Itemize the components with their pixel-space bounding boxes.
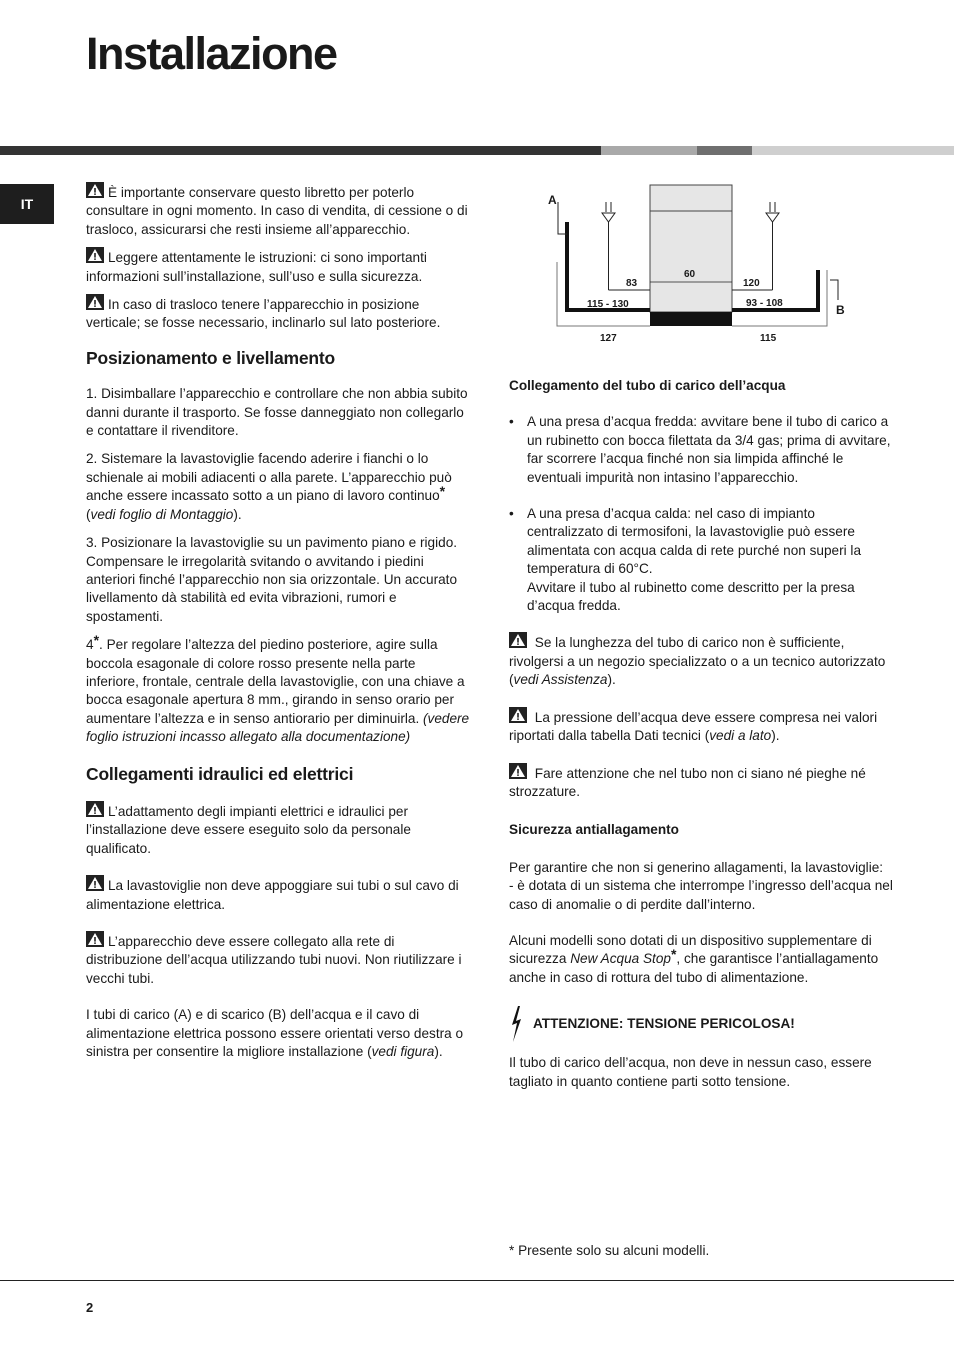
- hoses-ref: vedi figura: [371, 1044, 435, 1060]
- label-a: A: [548, 193, 557, 207]
- intro-text-1: È importante conservare questo libretto per poterlo consultare in ogni momento. In caso di vendita, di cessione o di trasloco, assicurarsi che resti insieme all’apparecchio.: [86, 185, 468, 237]
- intro-text-3: In caso di trasloco tenere l’apparecchio in posizione verticale; se fosse necessario, inclinarlo sul lato posteriore.: [86, 297, 441, 331]
- warning-text-4: Se la lunghezza del tubo di carico non è sufficiente, rivolgersi a un negozio specializzato o a un tecnico autorizzato: [509, 635, 886, 669]
- warning-triangle-icon: [86, 294, 104, 310]
- section-heading-connections: Collegamenti idraulici ed elettrici: [86, 763, 354, 784]
- warning-triangle-icon: [86, 875, 104, 891]
- warning-text-6: Fare attenzione che nel tubo non ci siano né pieghe né strozzature.: [509, 765, 866, 799]
- safety-paragraph-2: [509, 932, 893, 987]
- warning-paragraph: [509, 763, 893, 802]
- warning-triangle-icon: [509, 763, 527, 779]
- warning-4-ref: vedi Assistenza: [513, 672, 608, 688]
- warning-triangle-icon: [509, 632, 527, 648]
- footnote-marker: *: [439, 483, 446, 500]
- safety-text-1b: - è dotata di un sistema che interrompe l’ingresso dell’acqua nel caso di anomalie o di perdite dall’interno.: [509, 878, 893, 912]
- step-2-ref: vedi foglio di Montaggio: [90, 506, 234, 522]
- warning-text-1: L’adattamento degli impianti elettrici e idraulici per l’installazione deve essere eseguito solo da personale qualificato.: [86, 803, 411, 856]
- safety-text-2a: Alcuni modelli sono dotati di un dispositivo supplementare di sicurezza: [509, 932, 872, 967]
- header-bar-mid: [601, 146, 697, 155]
- warning-paragraph: La pressione dell’acqua deve essere compresa nei valori riportati dalla tabella Dati tecnici (vedi a lato).: [509, 707, 893, 746]
- footnote-marker: *: [670, 946, 677, 963]
- dimension-93-108: 93 - 108: [746, 298, 783, 309]
- step-2: 2. Sistemare la lavastoviglie facendo aderire i fianchi o lo schienale ai mobili adiacenti o alla parete. L’apparecchio può anche essere incassato sotto a un piano di lavoro continuo* (vedi foglio di Montaggio).: [86, 451, 452, 522]
- water-connection-list: [509, 413, 893, 615]
- right-column: [509, 377, 893, 1091]
- intro-paragraph: [86, 294, 471, 333]
- warning-paragraph: [86, 931, 471, 988]
- water-connection-heading: Collegamento del tubo di carico dell’acqua: [509, 378, 786, 393]
- header-bar-light: [752, 146, 954, 155]
- hoses-text: I tubi di carico (A) e di scarico (B) dell’acqua e il cavo di alimentazione elettrica possono essere orientati verso destra o sinistra per consentire la migliore installazione: [86, 1007, 464, 1060]
- warning-text-2: La lavastoviglie non deve appoggiare sui tubi o sul cavo di alimentazione elettrica.: [86, 878, 459, 912]
- danger-paragraph: Il tubo di carico dell’acqua, non deve in nessun caso, essere tagliato in quanto contiene parti sotto tensione.: [509, 1055, 872, 1089]
- dishwasher-shape: [650, 185, 732, 312]
- warning-triangle-icon: [86, 247, 104, 263]
- hoses-paragraph: I tubi di carico (A) e di scarico (B) dell’acqua e il cavo di alimentazione elettrica possono essere orientati verso destra o sinistra per consentire la migliore installazione (vedi figura).: [86, 1007, 464, 1060]
- header-bar-dark2: [697, 146, 752, 155]
- step-4-text: . Per regolare l’altezza del piedino posteriore, agire sulla boccola esagonale di colore rosso presente nella parte inferiore, frontale, centrale della lavastoviglie, con una chiave a bocca esagonale apertura 8 mm., girando in senso orario per aumentare l’altezza e in senso antiorario per diminuirla.: [86, 637, 465, 726]
- warning-5-ref: vedi a lato: [709, 728, 772, 744]
- bullet-2b-text: Avvitare il tubo al rubinetto come descritto per la presa d’acqua fredda.: [527, 579, 855, 614]
- footnote-marker: *: [93, 632, 100, 649]
- dimension-120: 120: [743, 278, 760, 289]
- outlet-right-icon: [732, 202, 779, 290]
- header-bar-dark: [0, 146, 601, 155]
- intro-text-2: Leggere attentamente le istruzioni: ci sono importanti informazioni sull’installazione, sull’uso e sulla sicurezza.: [86, 250, 427, 284]
- list-item: [509, 505, 893, 615]
- language-tab: IT: [0, 184, 54, 224]
- page-title: Installazione: [86, 28, 337, 79]
- dimension-83: 83: [626, 278, 638, 289]
- safety-heading: Sicurezza antiallagamento: [509, 822, 679, 838]
- intro-paragraph: [86, 182, 471, 239]
- warning-text-3: L’apparecchio deve essere collegato alla rete di distribuzione dell’acqua utilizzando tubi nuovi. Non riutilizzare i vecchi tubi.: [86, 934, 462, 986]
- footnote: * Presente solo su alcuni modelli.: [509, 1243, 710, 1258]
- left-column: [86, 182, 471, 1061]
- warning-triangle-icon: [86, 182, 104, 198]
- section-heading-positioning: Posizionamento e livellamento: [86, 347, 335, 368]
- dimension-115: 115: [760, 333, 777, 344]
- lightning-bolt-icon: [509, 1006, 523, 1042]
- step-4-number: 4: [86, 637, 94, 653]
- warning-paragraph: Se la lunghezza del tubo di carico non è sufficiente, rivolgersi a un negozio specializzato o a un tecnico autorizzato (vedi Assistenza).: [509, 632, 893, 689]
- danger-heading: ATTENZIONE: TENSIONE PERICOLOSA!: [533, 1015, 795, 1031]
- page-number: 2: [86, 1300, 94, 1315]
- hose-diagram: [548, 182, 858, 350]
- warning-paragraph: [86, 875, 471, 914]
- safety-paragraph-1: [509, 859, 893, 914]
- step-1: 1. Disimballare l’apparecchio e controllare che non abbia subito danni durante il trasporto. Se fosse danneggiato non collegarlo e contattare il rivenditore.: [86, 386, 468, 439]
- warning-text-5: La pressione dell’acqua deve essere compresa nei valori riportati dalla tabella Dati tecnici: [509, 709, 878, 744]
- dishwasher-base: [650, 312, 732, 326]
- warning-triangle-icon: [86, 931, 104, 947]
- warning-triangle-icon: [86, 801, 104, 817]
- warning-paragraph: [86, 801, 471, 858]
- warning-triangle-icon: [509, 707, 527, 723]
- bullet-1-text: A una presa d’acqua fredda: avvitare bene il tubo di carico a un rubinetto con bocca filettata da 3/4 gas; prima di avvitare, far scorrere l’acqua finché non sia limpida affinché le eventuali impurità non intasino l’apparecchio.: [527, 414, 891, 485]
- dimension-127: 127: [600, 333, 617, 344]
- footer-divider: [0, 1280, 954, 1281]
- step-2-text: 2. Sistemare la lavastoviglie facendo aderire i fianchi o lo schienale ai mobili adiacenti o alla parete. L’apparecchio può anche essere incassato sotto a un piano di lavoro continuo: [86, 451, 452, 504]
- step-4: [86, 632, 471, 746]
- outlet-left-icon: [602, 202, 650, 290]
- safety-text-1: Per garantire che non si generino allagamenti, la lavastoviglie:: [509, 859, 884, 875]
- label-b: B: [836, 303, 845, 317]
- label-b-pointer: [830, 280, 838, 300]
- safety-text-2b: , che garantisce l’antiallagamento anche in caso di rottura del tubo di alimentazione.: [509, 951, 879, 985]
- dimension-60: 60: [684, 269, 696, 280]
- danger-heading-row: [509, 1006, 893, 1042]
- step-3: 3. Posizionare la lavastoviglie su un pavimento piano e rigido. Compensare le irregolarità svitando o avvitando i piedini anteriori finché l’apparecchio non sia orizzontale. Un accurato livellamento dà stabilità ed evita vibrazioni, rumori e spostamenti.: [86, 535, 458, 624]
- step-4-ref: (vedere foglio istruzioni incasso allegato alla documentazione): [86, 710, 470, 745]
- intro-paragraph: [86, 247, 471, 286]
- list-item: [509, 413, 893, 487]
- product-name: New Acqua Stop: [570, 951, 671, 967]
- dimension-115-130: 115 - 130: [587, 299, 629, 310]
- bullet-2-text: A una presa d’acqua calda: nel caso di impianto centralizzato di termosifoni, la lavastoviglie può essere alimentata con acqua calda di rete purché non superi la temperatura di 60°C.: [527, 506, 862, 577]
